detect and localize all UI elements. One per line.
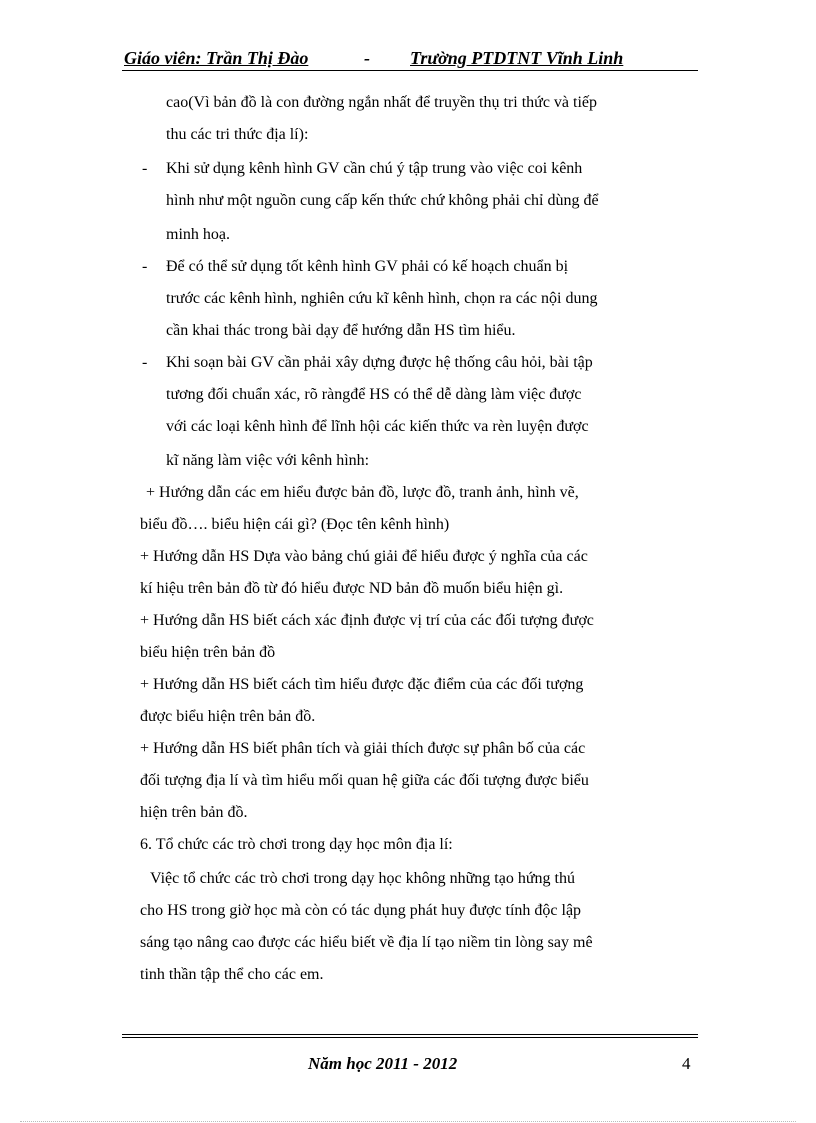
text-line: Khi soạn bài GV cần phải xây dựng được hệ thống câu hỏi, bài tập bbox=[166, 354, 593, 371]
text-line: + Hướng dẫn HS biết cách tìm hiểu được đặc điểm của các đối tượng bbox=[140, 676, 584, 693]
text-line: + Hướng dẫn HS biết cách xác định được vị trí của các đối tượng được bbox=[140, 612, 594, 629]
text-line: tương đối chuẩn xác, rõ ràngđể HS có thể dễ dàng làm việc được bbox=[166, 386, 582, 403]
header-school: Trường PTDTNT Vĩnh Linh bbox=[410, 48, 624, 68]
page-number: 4 bbox=[682, 1054, 691, 1073]
page-edge-dotted bbox=[20, 1121, 796, 1122]
text-line: kĩ năng làm việc với kênh hình: bbox=[166, 452, 370, 469]
text-line: hình như một nguồn cung cấp kến thức chứ không phải chỉ dùng để bbox=[166, 192, 599, 209]
text-line: + Hướng dẫn các em hiểu được bản đồ, lược đồ, tranh ảnh, hình vẽ, bbox=[146, 484, 579, 501]
text-line: Việc tổ chức các trò chơi trong dạy học không những tạo hứng thú bbox=[150, 870, 575, 887]
text-line: cho HS trong giờ học mà còn có tác dụng phát huy được tính độc lập bbox=[140, 902, 582, 919]
text-line: Khi sử dụng kênh hình GV cần chú ý tập trung vào việc coi kênh bbox=[166, 160, 583, 177]
text-line: tinh thần tập thể cho các em. bbox=[140, 966, 324, 983]
footer-rule bbox=[122, 1037, 698, 1038]
text-line: với các loại kênh hình để lĩnh hội các kiến thức va rèn luyện được bbox=[166, 418, 589, 435]
text-line: đối tượng địa lí và tìm hiểu mối quan hệ giữa các đối tượng được biểu bbox=[140, 772, 589, 789]
text-line: sáng tạo nâng cao được các hiểu biết về địa lí tạo niềm tin lòng say mê bbox=[140, 934, 593, 951]
page-header bbox=[122, 48, 698, 72]
text-line: + Hướng dẫn HS Dựa vào bảng chú giải để hiểu được ý nghĩa của các bbox=[140, 548, 588, 565]
section-heading: 6. Tổ chức các trò chơi trong dạy học môn địa lí: bbox=[140, 836, 453, 853]
text-line: cao(Vì bản đồ là con đường ngắn nhất để truyền thụ tri thức và tiếp bbox=[166, 94, 598, 111]
footer-school-year: Năm học 2011 - 2012 bbox=[308, 1054, 458, 1073]
text-line: cần khai thác trong bài dạy để hướng dẫn HS tìm hiểu. bbox=[166, 322, 516, 339]
text-line: hiện trên bản đồ. bbox=[140, 804, 248, 821]
text-line: + Hướng dẫn HS biết phân tích và giải thích được sự phân bố của các bbox=[140, 740, 586, 757]
text-line: trước các kênh hình, nghiên cứu kĩ kênh hình, chọn ra các nội dung bbox=[166, 290, 598, 307]
text-line: được biểu hiện trên bản đồ. bbox=[140, 708, 316, 725]
header-rule bbox=[122, 70, 698, 71]
text-line: minh hoạ. bbox=[166, 226, 230, 243]
text-line: thu các tri thức địa lí): bbox=[166, 126, 309, 143]
text-line: biểu đồ…. biểu hiện cái gì? (Đọc tên kênh hình) bbox=[140, 516, 450, 533]
header-separator: - bbox=[364, 48, 370, 68]
bullet-dash: - bbox=[142, 354, 148, 371]
bullet-dash: - bbox=[142, 160, 148, 177]
text-line: kí hiệu trên bản đồ từ đó hiểu được ND bản đồ muốn biểu hiện gì. bbox=[140, 580, 564, 597]
text-line: Để có thể sử dụng tốt kênh hình GV phải có kế hoạch chuẩn bị bbox=[166, 258, 569, 275]
bullet-dash: - bbox=[142, 258, 148, 275]
text-line: biểu hiện trên bản đồ bbox=[140, 644, 276, 661]
header-teacher: Giáo viên: Trần Thị Đào bbox=[124, 48, 309, 68]
footer-rule bbox=[122, 1034, 698, 1035]
